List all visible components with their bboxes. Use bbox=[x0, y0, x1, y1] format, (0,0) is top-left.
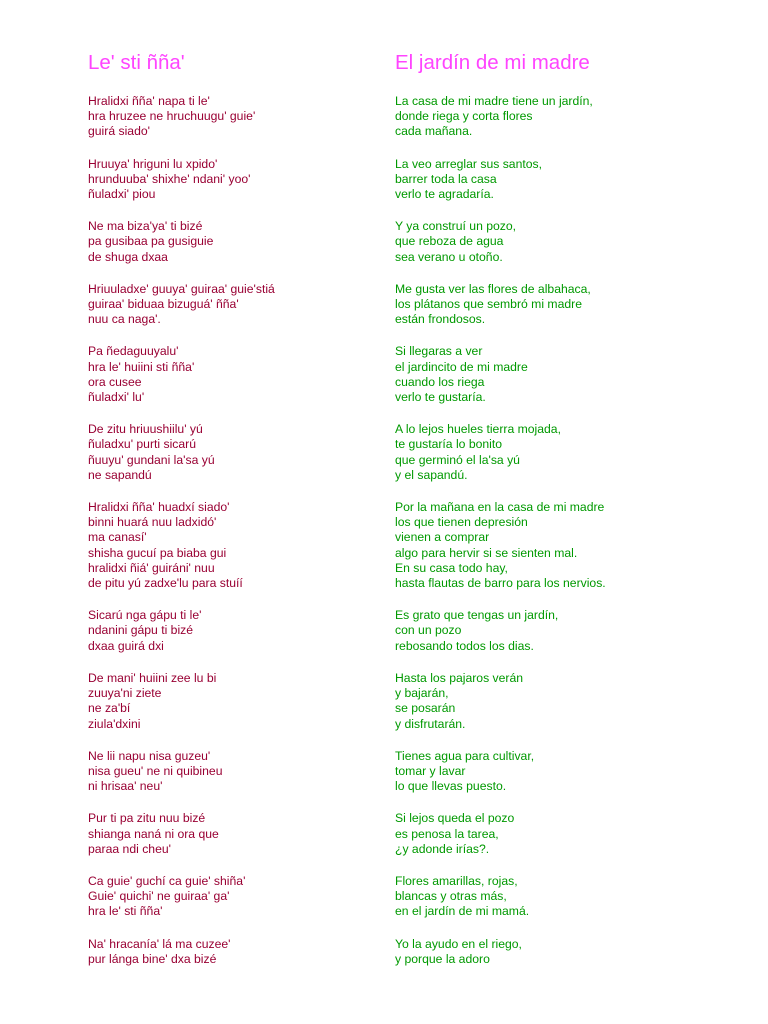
poem-line: ne sapandú bbox=[88, 467, 152, 482]
stanza bbox=[395, 937, 745, 967]
poem-line: nuu ca naga'. bbox=[88, 312, 161, 327]
poem-line: Si llegaras a ver bbox=[395, 344, 483, 359]
poem-line: guiraa' biduaa bizuguá' ñña' bbox=[88, 297, 239, 312]
stanza bbox=[88, 749, 378, 795]
poem-line: que germinó el la'sa yú bbox=[395, 452, 520, 467]
poem-line: Hriuuladxe' guuya' guiraa' guie'stiá bbox=[88, 281, 275, 296]
stanza bbox=[88, 671, 378, 732]
poem-line: y el sapandú. bbox=[395, 467, 468, 482]
poem-line: donde riega y corta flores bbox=[395, 109, 533, 124]
poem-line: los que tienen depresión bbox=[395, 515, 528, 530]
poem-line: Si lejos queda el pozo bbox=[395, 811, 515, 826]
poem-line: paraa ndi cheu' bbox=[88, 841, 171, 856]
poem-line: están frondosos. bbox=[395, 312, 486, 327]
poem-line: y disfrutarán. bbox=[395, 716, 466, 731]
poem-line: Yo la ayudo en el riego, bbox=[395, 936, 522, 951]
stanza bbox=[395, 94, 745, 140]
poem-line: pa gusibaa pa gusiguie bbox=[88, 234, 214, 249]
stanza bbox=[88, 811, 378, 857]
stanza bbox=[395, 219, 745, 265]
poem-line: cada mañana. bbox=[395, 124, 473, 139]
poem-line: guirá siado' bbox=[88, 124, 150, 139]
poem-line: Hruuya' hriguni lu xpido' bbox=[88, 156, 218, 171]
poem-line: zuuya'ni ziete bbox=[88, 686, 162, 701]
poem-line: De mani' huiini zee lu bi bbox=[88, 670, 217, 685]
poem-line: los plátanos que sembró mi madre bbox=[395, 297, 582, 312]
poem-line: ora cusee bbox=[88, 374, 142, 389]
poem-line: binni huará nuu ladxidó' bbox=[88, 515, 217, 530]
poem-line: Pur ti pa zitu nuu bizé bbox=[88, 811, 206, 826]
stanza bbox=[88, 608, 378, 654]
poem-line: Tienes agua para cultivar, bbox=[395, 748, 535, 763]
poem-line: Pa ñedaguuyalu' bbox=[88, 344, 179, 359]
stanza bbox=[395, 422, 745, 483]
stanza bbox=[88, 219, 378, 265]
poem-line: shisha gucuí pa biaba gui bbox=[88, 545, 227, 560]
poem-line: ziula'dxini bbox=[88, 716, 141, 731]
poem-line: barrer toda la casa bbox=[395, 171, 497, 186]
poem-line: Sicarú nga gápu ti le' bbox=[88, 608, 202, 623]
stanza bbox=[88, 937, 378, 967]
stanza bbox=[88, 157, 378, 203]
stanza bbox=[395, 749, 745, 795]
poem-line: ¿y adonde irías?. bbox=[395, 841, 490, 856]
poem-line: ñuladxi' piou bbox=[88, 187, 156, 202]
stanza bbox=[88, 874, 378, 920]
poem-line: en el jardín de mi mamá. bbox=[395, 904, 530, 919]
poem-line: ne za'bí bbox=[88, 701, 131, 716]
poem-line: Ne ma biza'ya' ti bizé bbox=[88, 219, 203, 234]
poem-line: ni hrisaa' neu' bbox=[88, 779, 163, 794]
poem-line: Y ya construí un pozo, bbox=[395, 219, 517, 234]
stanza bbox=[88, 282, 378, 328]
poem-line: es penosa la tarea, bbox=[395, 826, 499, 841]
poem-line: cuando los riega bbox=[395, 374, 485, 389]
poem-line: te gustaría lo bonito bbox=[395, 437, 503, 452]
poem-line: Hralidxi ñña' napa ti le' bbox=[88, 94, 210, 108]
poem-line: ñuuyu' gundani la'sa yú bbox=[88, 452, 215, 467]
zapotec-stanzas bbox=[88, 94, 378, 984]
poem-line: hralidxi ñiá' guiráni' nuu bbox=[88, 560, 215, 575]
poem-line: el jardincito de mi madre bbox=[395, 359, 528, 374]
poem-line: verlo te gustaría. bbox=[395, 390, 486, 405]
zapotec-title: Le' sti ñña' bbox=[88, 51, 185, 74]
spanish-stanzas bbox=[395, 94, 745, 984]
poem-line: En su casa todo hay, bbox=[395, 560, 508, 575]
poem-line: rebosando todos los dias. bbox=[395, 638, 534, 653]
poem-line: nisa gueu' ne ni quibineu bbox=[88, 763, 223, 778]
poem-line: tomar y lavar bbox=[395, 763, 466, 778]
poem-line: La casa de mi madre tiene un jardín, bbox=[395, 94, 593, 108]
poem-line: La veo arreglar sus santos, bbox=[395, 156, 543, 171]
poem-line: hra le' sti ñña' bbox=[88, 904, 163, 919]
spanish-title: El jardín de mi madre bbox=[395, 51, 590, 74]
poem-line: se posarán bbox=[395, 701, 456, 716]
poem-line: ñuladxu' purti sicarú bbox=[88, 437, 197, 452]
poem-line: ndanini gápu ti bizé bbox=[88, 623, 194, 638]
poem-line: hra hruzee ne hruchuugu' guie' bbox=[88, 109, 256, 124]
stanza bbox=[395, 344, 745, 405]
poem-line: Por la mañana en la casa de mi madre bbox=[395, 500, 605, 515]
poem-line: Es grato que tengas un jardín, bbox=[395, 608, 559, 623]
stanza bbox=[395, 282, 745, 328]
poem-line: Hralidxi ñña' huadxí siado' bbox=[88, 500, 230, 515]
stanza bbox=[395, 874, 745, 920]
poem-line: pur lánga bine' dxa bizé bbox=[88, 951, 217, 966]
poem-line: ñuladxi' lu' bbox=[88, 390, 145, 405]
poem-line: y bajarán, bbox=[395, 686, 449, 701]
poem-line: Hasta los pajaros verán bbox=[395, 670, 524, 685]
poem-line: blancas y otras más, bbox=[395, 889, 507, 904]
stanza bbox=[395, 608, 745, 654]
poem-line: Flores amarillas, rojas, bbox=[395, 873, 518, 888]
poem-line: verlo te agradaría. bbox=[395, 187, 494, 202]
stanza bbox=[395, 157, 745, 203]
poem-line: algo para hervir si se sienten mal. bbox=[395, 545, 578, 560]
poem-line: hasta flautas de barro para los nervios. bbox=[395, 576, 606, 591]
stanza bbox=[395, 671, 745, 732]
stanza bbox=[88, 500, 378, 591]
poem-line: lo que llevas puesto. bbox=[395, 779, 507, 794]
poem-line: que reboza de agua bbox=[395, 234, 504, 249]
poem-line: hrunduuba' shixhe' ndani' yoo' bbox=[88, 171, 251, 186]
stanza bbox=[395, 500, 745, 591]
stanza bbox=[88, 422, 378, 483]
poem-line: De zitu hriuushiilu' yú bbox=[88, 422, 203, 437]
poem-line: sea verano u otoño. bbox=[395, 249, 503, 264]
poem-line: vienen a comprar bbox=[395, 530, 490, 545]
poem-line: shianga naná ni ora que bbox=[88, 826, 219, 841]
stanza bbox=[395, 811, 745, 857]
poem-line: Ca guie' guchí ca guie' shiña' bbox=[88, 873, 246, 888]
poem-line: Ne lii napu nisa guzeu' bbox=[88, 748, 211, 763]
poem-line: con un pozo bbox=[395, 623, 462, 638]
poem-line: de shuga dxaa bbox=[88, 249, 168, 264]
poem-line: A lo lejos hueles tierra mojada, bbox=[395, 422, 561, 437]
poem-line: dxaa guirá dxi bbox=[88, 638, 164, 653]
poem-line: Guie' quichi' ne guiraa' ga' bbox=[88, 889, 230, 904]
stanza bbox=[88, 344, 378, 405]
poem-line: Me gusta ver las flores de albahaca, bbox=[395, 281, 591, 296]
stanza bbox=[88, 94, 378, 140]
poem-line: de pitu yú zadxe'lu para stuíí bbox=[88, 576, 243, 591]
poem-line: y porque la adoro bbox=[395, 951, 490, 966]
poem-line: Na' hracanía' lá ma cuzee' bbox=[88, 936, 231, 951]
poem-line: ma canasí' bbox=[88, 530, 147, 545]
poem-line: hra le' huiini sti ñña' bbox=[88, 359, 195, 374]
